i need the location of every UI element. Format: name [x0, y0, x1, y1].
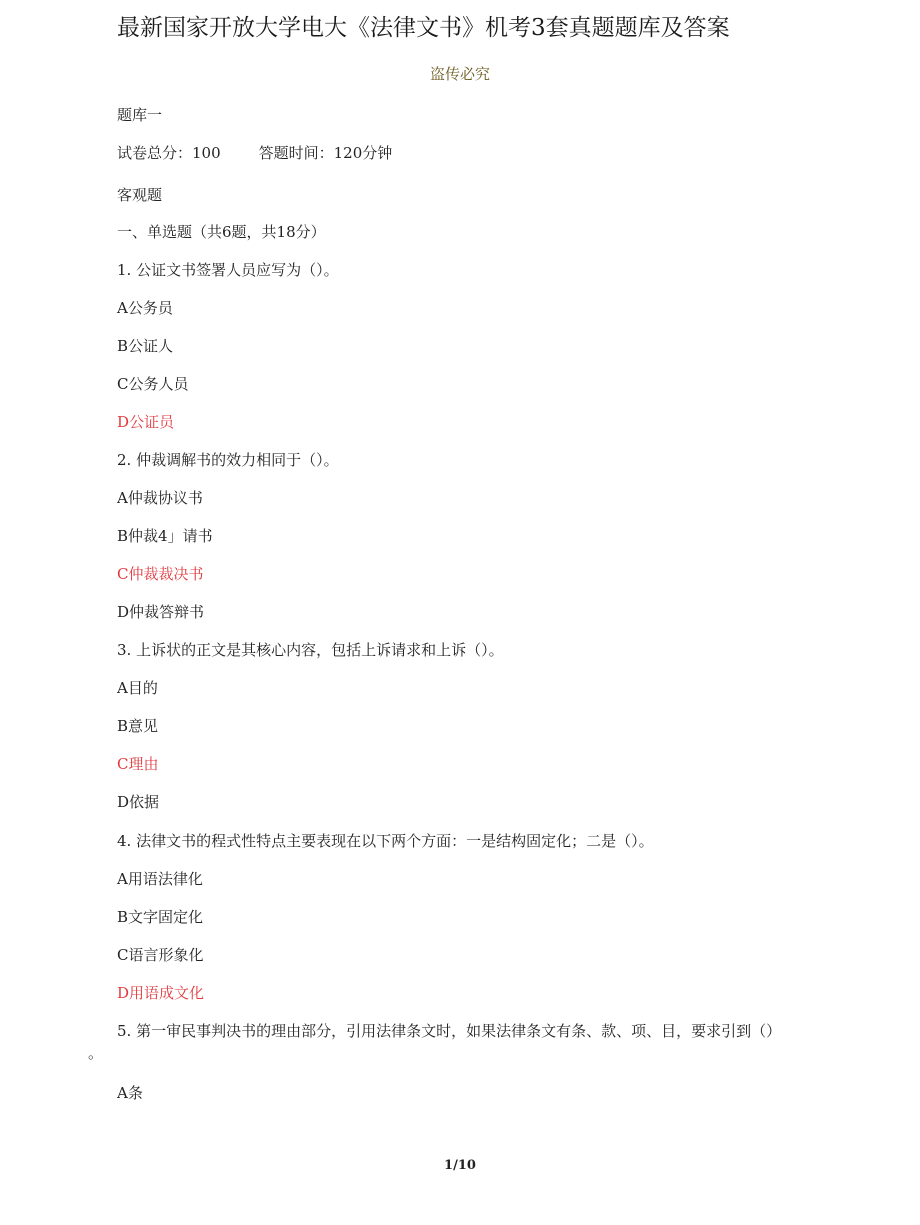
- time-limit: 答题时间：120分钟: [258, 144, 393, 162]
- question-2-option-a: A仲裁协议书: [117, 489, 203, 507]
- question-5-text-line2: 。: [88, 1044, 104, 1062]
- question-5-text-line1: 5. 第一审民事判决书的理由部分，引用法律条文时，如果法律条文有条、款、项、目，要求引到（）: [117, 1022, 782, 1040]
- question-5-option-a: A条: [117, 1084, 143, 1102]
- question-3-option-b: B意见: [117, 717, 159, 735]
- document-title: 最新国家开放大学电大《法律文书》机考3套真题题库及答案: [117, 15, 730, 41]
- question-4-option-b: B文字固定化: [117, 908, 204, 926]
- question-4-option-a: A用语法律化: [117, 870, 203, 888]
- watermark-text: 盗传必究: [429, 65, 490, 83]
- question-4-option-c: C语言形象化: [117, 946, 204, 964]
- page-number: 1/10: [444, 1158, 476, 1173]
- question-4-text: 4. 法律文书的程式性特点主要表现在以下两个方面：一是结构固定化；二是（）。: [117, 832, 654, 850]
- question-1-option-d-answer: D公证员: [117, 413, 175, 431]
- question-2-text: 2. 仲裁调解书的效力相同于（）。: [117, 451, 339, 469]
- bank-label: 题库一: [117, 106, 163, 124]
- section-heading: 一、单选题（共6题，共18分）: [117, 223, 326, 241]
- question-3-option-d: D依据: [117, 793, 160, 811]
- question-1-option-b: B公证人: [117, 337, 174, 355]
- question-1-option-a: A公务员: [117, 299, 173, 317]
- question-3-option-c-answer: C理由: [117, 755, 159, 773]
- total-score: 试卷总分：100: [117, 144, 221, 162]
- objective-label: 客观题: [117, 186, 163, 204]
- question-4-option-d-answer: D用语成文化: [117, 984, 205, 1002]
- question-2-option-c-answer: C仲裁裁决书: [117, 565, 204, 583]
- question-2-option-d: D仲裁答辩书: [117, 603, 205, 621]
- question-5-text: [88, 1020, 848, 1064]
- question-1-text: 1. 公证文书签署人员应写为（）。: [117, 261, 339, 279]
- question-1-option-c: C公务人员: [117, 375, 189, 393]
- question-2-option-b: B仲裁4」请书: [117, 527, 213, 545]
- exam-meta: [117, 142, 392, 164]
- question-3-text: 3. 上诉状的正文是其核心内容，包括上诉请求和上诉（）。: [117, 641, 504, 659]
- question-3-option-a: A目的: [117, 679, 158, 697]
